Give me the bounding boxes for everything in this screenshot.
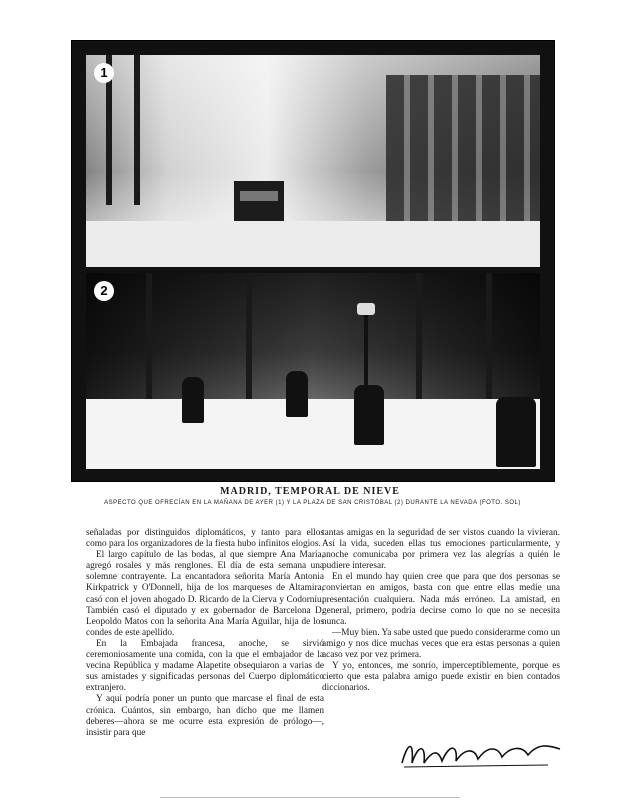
pedestrian: [286, 371, 308, 417]
snow-ground: [86, 399, 540, 469]
divider: [160, 797, 460, 798]
paragraph: Y aquí podría poner un punto que marcase el final de esta crónica. Cuántos, sin embargo, han dicho que me llamen deberes—ahora se me ocurre esta expresión de prólogo—, insistir para que: [86, 694, 324, 738]
paragraph: señaladas por distinguidos diplomáticos, y tanto para ellos como para los organizadores de la fiesta hubo infinitos elogios.: [86, 528, 324, 550]
paragraph: En la Embajada francesa, anoche, se sirvió ceremoniosamente una comida, con la que el embajador de la vecina República y madame Alapetite obsequiaron a varias de sus amistades y significadas personas del Cuerpo diplomático extranjero.: [86, 638, 324, 694]
caption-subtitle-text: ASPECTO QUE OFRECÍAN EN LA MAÑANA DE AYER (1) Y LA PLAZA DE SAN CRISTÓBAL (2) DURANTE LA NEVADA: [104, 500, 478, 506]
paragraph: El largo capítulo de las bodas, al que siempre Ana María, agregó rosales y más renglones. El día de esta semana una solemne contrayente. La encantadora señorita María Antonia Kirkpatrick y O'Donnell, hija de los marqueses de Altamira, casó con el joven ahogado D. Ricardo de la Cierva y Codorníu. También casó el diputado y ex gobernador de Barcelona D. Leopoldo Matos con la señorita Ana María Aguilar, hija de los condes de este apellido.: [86, 550, 324, 638]
photo-number: 1: [94, 63, 114, 83]
paragraph: —Muy bien. Ya sabe usted que puedo considerarme como un amigo y nos dice muchas veces que era estas personas a quien acaso vez por vez primera.: [322, 627, 560, 661]
left-column: [86, 528, 324, 739]
signature: [398, 733, 566, 773]
caption-subtitle: [75, 499, 550, 507]
right-column: [322, 528, 560, 694]
photo-number: 2: [94, 281, 114, 301]
photo-street-snow: [86, 55, 540, 267]
pedestrian: [354, 385, 384, 445]
photo-panel: [71, 40, 555, 482]
paragraph: En el mundo hay quien cree que para que dos personas se conviertan en amigos, basta con que entre ellas medie una presentación cualquiera. Nada más erróneo. La amistad, en general, primero, podría decirse como lo que no se necesita nunca.: [322, 572, 560, 627]
paragraph: Y yo, entonces, me sonrío, imperceptiblemente, porque es cierto que esta palabra amigo puede existir en bien contados diccionarios.: [322, 661, 560, 694]
pedestrian: [182, 377, 204, 423]
caption-title: MADRID, TEMPORAL DE NIEVE: [220, 486, 400, 497]
pedestrian: [496, 397, 536, 467]
paragraph: tantas amigas en la seguridad de ser vistos cuando la vivieran. Así la vida, suceden ellas tus emociones particularmente, y anoche comunicaba por primera vez las alegrías a quién le pudiere interesar.: [322, 528, 560, 572]
photo-plaza-snow: [86, 273, 540, 469]
street: [86, 221, 540, 267]
tree: [134, 55, 140, 205]
photo-credit: (FOTO. SOL): [479, 500, 521, 506]
